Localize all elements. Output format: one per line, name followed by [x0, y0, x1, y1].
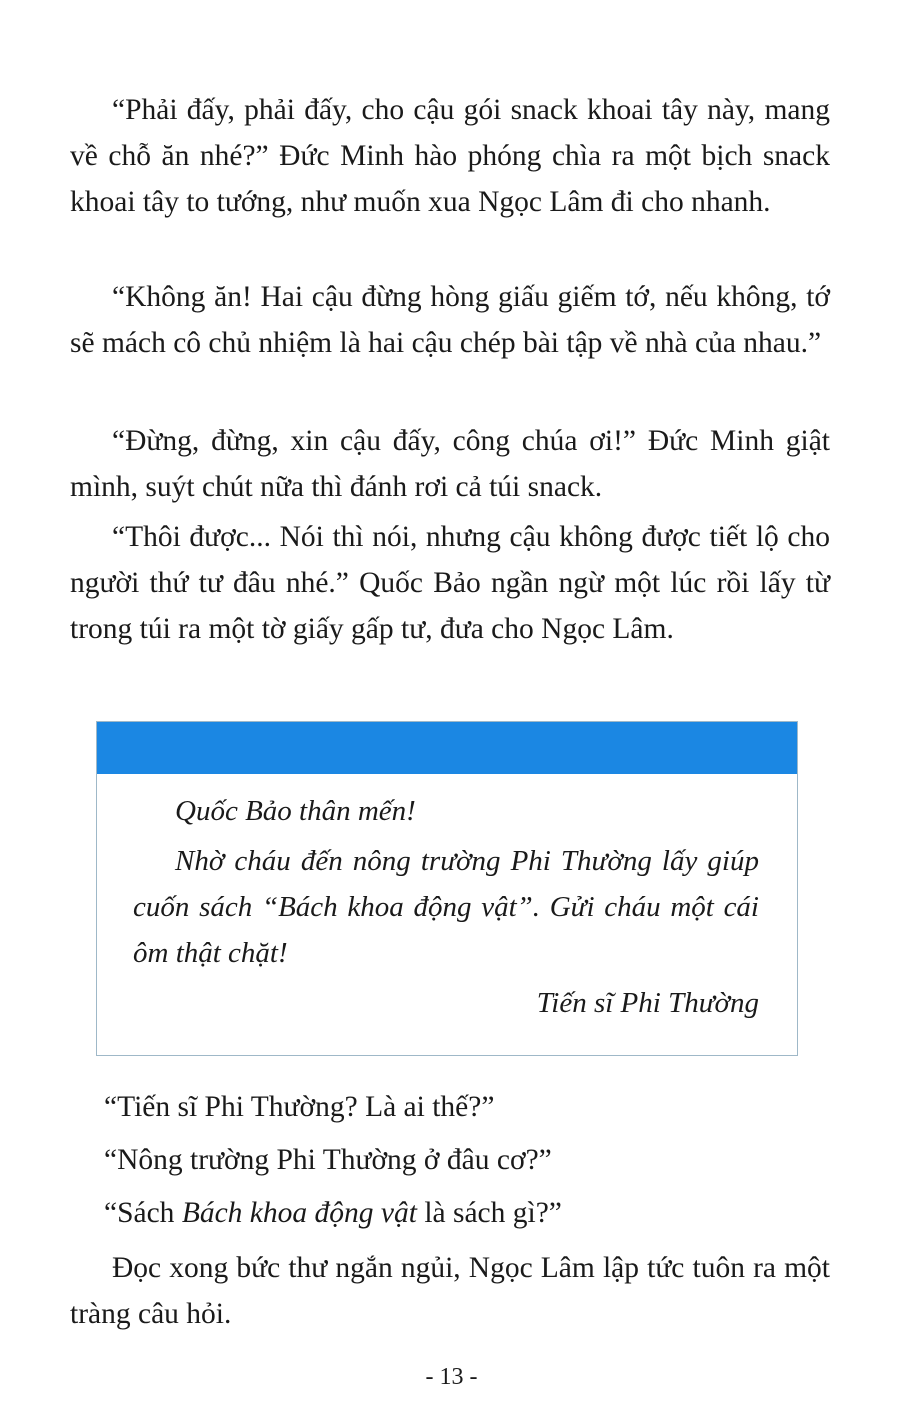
- paragraph-5: Đọc xong bức thư ngắn ngủi, Ngọc Lâm lập tức tuôn ra một tràng câu hỏi.: [70, 1252, 830, 1330]
- question-3-prefix: “Sách: [104, 1197, 182, 1229]
- paragraph-3: “Đừng, đừng, xin cậu đấy, công chúa ơi!” Đức Minh giật mình, suýt chút nữa thì đánh rơi cả túi snack.: [70, 425, 830, 503]
- letter-signature: Tiến sĩ Phi Thường: [536, 987, 759, 1019]
- paragraph-2: “Không ăn! Hai cậu đừng hòng giấu giếm tớ, nếu không, tớ sẽ mách cô chủ nhiệm là hai cậu chép bài tập về nhà của nhau.”: [70, 281, 830, 359]
- page-number: - 13 -: [425, 1364, 478, 1390]
- book-title: Bách khoa động vật: [181, 1197, 417, 1229]
- paragraph-1: “Phải đấy, phải đấy, cho cậu gói snack khoai tây này, mang về chỗ ăn nhé?” Đức Minh hào phóng chìa ra một bịch snack khoai tây to tướng, như muốn xua Ngọc Lâm đi cho nhanh.: [70, 94, 830, 218]
- paragraph-4: “Thôi được... Nói thì nói, nhưng cậu không được tiết lộ cho người thứ tư đâu nhé.” Quốc Bảo ngần ngừ một lúc rồi lấy từ trong túi ra một tờ giấy gấp tư, đưa cho Ngọc Lâm.: [70, 521, 830, 645]
- letter-body: [133, 788, 759, 1026]
- letter-text: Nhờ cháu đến nông trường Phi Thường lấy giúp cuốn sách “Bách khoa động vật”. Gửi cháu một cái ôm thật chặt!: [133, 845, 759, 969]
- letter-header-bar: [97, 722, 797, 774]
- question-3-suffix: là sách gì?”: [416, 1197, 562, 1229]
- letter-box: [96, 721, 798, 1056]
- question-3: [104, 1190, 562, 1236]
- question-2: “Nông trường Phi Thường ở đâu cơ?”: [104, 1144, 552, 1176]
- letter-greeting: Quốc Bảo thân mến!: [175, 795, 416, 827]
- question-1: “Tiến sĩ Phi Thường? Là ai thế?”: [104, 1091, 495, 1123]
